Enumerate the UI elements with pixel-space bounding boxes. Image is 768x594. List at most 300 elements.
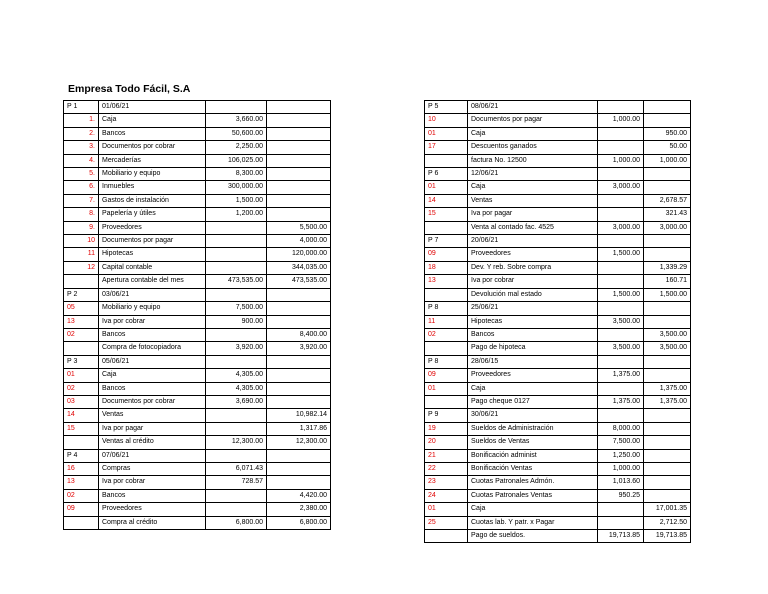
journal-row [425, 194, 691, 207]
journal-row [64, 235, 331, 248]
credit-amount [267, 208, 331, 221]
credit-amount [267, 168, 331, 181]
account-code: 03 [64, 395, 99, 408]
credit-amount: 5,500.00 [267, 221, 331, 234]
account-code: P 8 [425, 355, 468, 368]
journal-row [425, 154, 691, 167]
debit-amount [598, 328, 644, 341]
account-description: factura No. 12500 [468, 154, 598, 167]
account-description: Caja [99, 114, 206, 127]
account-code: P 2 [64, 288, 99, 301]
debit-amount [206, 449, 267, 462]
account-description: Hipotecas [468, 315, 598, 328]
debit-amount [598, 275, 644, 288]
account-description: 01/06/21 [99, 101, 206, 114]
credit-amount [644, 462, 691, 475]
debit-amount: 2,250.00 [206, 141, 267, 154]
account-code: 09 [64, 503, 99, 516]
account-code: 09 [425, 248, 468, 261]
account-code: 6. [64, 181, 99, 194]
account-code [64, 516, 99, 529]
debit-amount [598, 355, 644, 368]
account-description: Iva por cobrar [99, 476, 206, 489]
debit-amount: 3,500.00 [598, 342, 644, 355]
account-description: Documentos por cobrar [99, 395, 206, 408]
journal-row [64, 208, 331, 221]
account-description: Apertura contable del mes [99, 275, 206, 288]
account-description: Mobiliario y equipo [99, 302, 206, 315]
account-code: 09 [425, 369, 468, 382]
journal-row [425, 503, 691, 516]
credit-amount: 344,035.00 [267, 261, 331, 274]
journal-row [64, 315, 331, 328]
credit-amount: 2,678.57 [644, 194, 691, 207]
account-description: Proveedores [468, 369, 598, 382]
account-description: Bancos [468, 328, 598, 341]
journal-row [425, 489, 691, 502]
credit-amount [644, 436, 691, 449]
account-code: 02 [64, 328, 99, 341]
account-description: Mobiliario y equipo [99, 168, 206, 181]
journal-row [64, 395, 331, 408]
credit-amount [644, 489, 691, 502]
account-code: 25 [425, 516, 468, 529]
credit-amount: 3,500.00 [644, 342, 691, 355]
journal-row [64, 409, 331, 422]
account-description: Hipotecas [99, 248, 206, 261]
account-description: 28/06/15 [468, 355, 598, 368]
account-description: 03/06/21 [99, 288, 206, 301]
account-code: 9. [64, 221, 99, 234]
account-description: Iva por pagar [99, 422, 206, 435]
debit-amount: 6,071.43 [206, 462, 267, 475]
debit-amount: 1,000.00 [598, 154, 644, 167]
account-description: Inmuebles [99, 181, 206, 194]
credit-amount: 1,500.00 [644, 288, 691, 301]
debit-amount [598, 261, 644, 274]
account-code: 01 [64, 369, 99, 382]
journal-row [425, 302, 691, 315]
journal-row [64, 355, 331, 368]
debit-amount [598, 409, 644, 422]
account-description: Mercaderías [99, 154, 206, 167]
account-description: Iva por cobrar [468, 275, 598, 288]
account-code: 10 [64, 235, 99, 248]
credit-amount: 3,000.00 [644, 221, 691, 234]
account-description: 12/06/21 [468, 168, 598, 181]
account-description: 25/06/21 [468, 302, 598, 315]
journal-row [64, 489, 331, 502]
account-code: P 3 [64, 355, 99, 368]
journal-row [64, 516, 331, 529]
debit-amount: 1,013.60 [598, 476, 644, 489]
account-code [64, 436, 99, 449]
journal-row [425, 422, 691, 435]
journal-row [64, 342, 331, 355]
account-description: Devolución mal estado [468, 288, 598, 301]
debit-amount [598, 235, 644, 248]
account-code: 12 [64, 261, 99, 274]
account-description: Bancos [99, 328, 206, 341]
journal-row [64, 261, 331, 274]
account-description: Proveedores [99, 221, 206, 234]
account-description: Bancos [99, 127, 206, 140]
debit-amount: 50,600.00 [206, 127, 267, 140]
journal-row [425, 275, 691, 288]
account-description: Pago cheque 0127 [468, 395, 598, 408]
account-description: Dev. Y reb. Sobre compra [468, 261, 598, 274]
account-code: 01 [425, 382, 468, 395]
account-code: 02 [64, 489, 99, 502]
journal-row [425, 101, 691, 114]
debit-amount: 300,000.00 [206, 181, 267, 194]
journal-row [64, 328, 331, 341]
credit-amount [644, 235, 691, 248]
account-code: P 7 [425, 235, 468, 248]
debit-amount [206, 288, 267, 301]
account-description: Iva por pagar [468, 208, 598, 221]
credit-amount [267, 194, 331, 207]
account-description: Gastos de instalación [99, 194, 206, 207]
account-description: Ventas [99, 409, 206, 422]
account-code [64, 342, 99, 355]
account-code: 21 [425, 449, 468, 462]
credit-amount: 19,713.85 [644, 530, 691, 543]
debit-amount: 3,920.00 [206, 342, 267, 355]
account-code: P 8 [425, 302, 468, 315]
account-code: 13 [64, 476, 99, 489]
journal-row [64, 194, 331, 207]
account-description: Documentos por cobrar [99, 141, 206, 154]
account-description: Ventas [468, 194, 598, 207]
account-code: 14 [64, 409, 99, 422]
account-description: Pago de hipoteca [468, 342, 598, 355]
account-code [425, 221, 468, 234]
account-description: Bonificación administ [468, 449, 598, 462]
account-code: P 1 [64, 101, 99, 114]
account-code [425, 154, 468, 167]
credit-amount [644, 422, 691, 435]
journal-row [64, 154, 331, 167]
debit-amount [206, 328, 267, 341]
credit-amount [644, 101, 691, 114]
account-description: Documentos por pagar [99, 235, 206, 248]
account-description: Capital contable [99, 261, 206, 274]
journal-row [425, 342, 691, 355]
journal-row [425, 516, 691, 529]
debit-amount [598, 516, 644, 529]
credit-amount: 473,535.00 [267, 275, 331, 288]
journal-row [64, 449, 331, 462]
credit-amount [267, 462, 331, 475]
debit-amount [206, 422, 267, 435]
credit-amount [644, 302, 691, 315]
debit-amount: 3,660.00 [206, 114, 267, 127]
journal-row [64, 181, 331, 194]
account-code: 16 [64, 462, 99, 475]
account-code: 14 [425, 194, 468, 207]
debit-amount: 7,500.00 [206, 302, 267, 315]
credit-amount [267, 476, 331, 489]
debit-amount: 4,305.00 [206, 382, 267, 395]
credit-amount: 3,920.00 [267, 342, 331, 355]
journal-row [425, 382, 691, 395]
debit-amount [206, 261, 267, 274]
journal-row [64, 168, 331, 181]
credit-amount [267, 141, 331, 154]
account-description: Ventas al crédito [99, 436, 206, 449]
journal-row [425, 208, 691, 221]
journal-row [425, 395, 691, 408]
debit-amount: 3,000.00 [598, 181, 644, 194]
credit-amount [644, 409, 691, 422]
account-code: 15 [64, 422, 99, 435]
journal-row [425, 355, 691, 368]
journal-table-left [63, 100, 331, 530]
account-description: Bancos [99, 382, 206, 395]
journal-row [64, 462, 331, 475]
journal-row [425, 436, 691, 449]
debit-amount: 106,025.00 [206, 154, 267, 167]
account-code: 20 [425, 436, 468, 449]
credit-amount [644, 369, 691, 382]
journal-table-right [424, 100, 691, 543]
journal-row [425, 261, 691, 274]
account-code: 8. [64, 208, 99, 221]
debit-amount [206, 101, 267, 114]
account-code: 11 [425, 315, 468, 328]
account-description: Caja [99, 369, 206, 382]
account-code [425, 342, 468, 355]
credit-amount [267, 181, 331, 194]
credit-amount [644, 114, 691, 127]
account-description: Pago de sueldos. [468, 530, 598, 543]
debit-amount [206, 355, 267, 368]
credit-amount [267, 369, 331, 382]
account-code: 01 [425, 127, 468, 140]
debit-amount: 8,000.00 [598, 422, 644, 435]
journal-row [425, 168, 691, 181]
credit-amount [644, 168, 691, 181]
journal-row [425, 530, 691, 543]
account-description: 05/06/21 [99, 355, 206, 368]
journal-row [64, 302, 331, 315]
debit-amount: 1,375.00 [598, 369, 644, 382]
journal-row [425, 127, 691, 140]
credit-amount [644, 315, 691, 328]
account-code: P 5 [425, 101, 468, 114]
debit-amount: 12,300.00 [206, 436, 267, 449]
journal-row [425, 449, 691, 462]
account-description: Sueldos de Ventas [468, 436, 598, 449]
debit-amount [206, 489, 267, 502]
account-code [425, 288, 468, 301]
account-description: Caja [468, 181, 598, 194]
journal-row [425, 235, 691, 248]
credit-amount: 6,800.00 [267, 516, 331, 529]
debit-amount [598, 302, 644, 315]
debit-amount [598, 208, 644, 221]
debit-amount [206, 248, 267, 261]
credit-amount: 1,339.29 [644, 261, 691, 274]
credit-amount: 1,000.00 [644, 154, 691, 167]
debit-amount [598, 101, 644, 114]
account-description: 08/06/21 [468, 101, 598, 114]
account-description: Caja [468, 503, 598, 516]
credit-amount [644, 449, 691, 462]
journal-row [425, 476, 691, 489]
credit-amount [267, 315, 331, 328]
debit-amount: 1,500.00 [598, 248, 644, 261]
debit-amount: 3,000.00 [598, 221, 644, 234]
debit-amount: 1,250.00 [598, 449, 644, 462]
journal-row [425, 141, 691, 154]
debit-amount: 728.57 [206, 476, 267, 489]
debit-amount [598, 141, 644, 154]
account-description: Documentos por pagar [468, 114, 598, 127]
account-code: 13 [64, 315, 99, 328]
credit-amount [644, 355, 691, 368]
journal-row [64, 288, 331, 301]
credit-amount [644, 248, 691, 261]
debit-amount [206, 503, 267, 516]
account-code: 7. [64, 194, 99, 207]
journal-row [64, 114, 331, 127]
account-description: 30/06/21 [468, 409, 598, 422]
journal-row [425, 328, 691, 341]
account-description: Descuentos ganados [468, 141, 598, 154]
debit-amount [206, 235, 267, 248]
debit-amount [206, 221, 267, 234]
debit-amount: 473,535.00 [206, 275, 267, 288]
journal-row [425, 462, 691, 475]
credit-amount: 950.00 [644, 127, 691, 140]
account-description: Sueldos de Administración [468, 422, 598, 435]
credit-amount [644, 181, 691, 194]
credit-amount [644, 476, 691, 489]
account-code [425, 395, 468, 408]
debit-amount: 19,713.85 [598, 530, 644, 543]
credit-amount [267, 127, 331, 140]
account-code: 2. [64, 127, 99, 140]
company-title: Empresa Todo Fácil, S.A [68, 83, 191, 95]
journal-row [64, 422, 331, 435]
account-description: Caja [468, 127, 598, 140]
credit-amount [267, 355, 331, 368]
debit-amount [598, 127, 644, 140]
credit-amount [267, 154, 331, 167]
debit-amount: 8,300.00 [206, 168, 267, 181]
journal-row [425, 288, 691, 301]
account-code: 05 [64, 302, 99, 315]
credit-amount: 4,420.00 [267, 489, 331, 502]
credit-amount: 120,000.00 [267, 248, 331, 261]
credit-amount: 2,712.50 [644, 516, 691, 529]
account-code: 23 [425, 476, 468, 489]
account-code: 15 [425, 208, 468, 221]
account-description: Papelería y útiles [99, 208, 206, 221]
credit-amount [267, 449, 331, 462]
credit-amount [267, 101, 331, 114]
account-description: Compra de fotocopiadora [99, 342, 206, 355]
account-code: P 9 [425, 409, 468, 422]
account-code: 19 [425, 422, 468, 435]
account-code: 02 [64, 382, 99, 395]
credit-amount: 160.71 [644, 275, 691, 288]
account-description: Caja [468, 382, 598, 395]
account-code: P 4 [64, 449, 99, 462]
debit-amount: 7,500.00 [598, 436, 644, 449]
journal-row [64, 369, 331, 382]
account-description: Proveedores [468, 248, 598, 261]
account-code: 5. [64, 168, 99, 181]
account-description: 07/06/21 [99, 449, 206, 462]
credit-amount: 4,000.00 [267, 235, 331, 248]
account-code: 02 [425, 328, 468, 341]
debit-amount [598, 503, 644, 516]
account-code: 13 [425, 275, 468, 288]
account-description: Compras [99, 462, 206, 475]
account-description: 20/06/21 [468, 235, 598, 248]
credit-amount: 1,375.00 [644, 382, 691, 395]
account-code [425, 530, 468, 543]
journal-row [64, 503, 331, 516]
credit-amount: 50.00 [644, 141, 691, 154]
journal-row [64, 476, 331, 489]
debit-amount: 1,200.00 [206, 208, 267, 221]
journal-row [425, 315, 691, 328]
account-description: Proveedores [99, 503, 206, 516]
journal-row [64, 248, 331, 261]
debit-amount: 1,500.00 [206, 194, 267, 207]
debit-amount: 1,375.00 [598, 395, 644, 408]
debit-amount [206, 409, 267, 422]
debit-amount: 4,305.00 [206, 369, 267, 382]
credit-amount [267, 302, 331, 315]
journal-row [64, 382, 331, 395]
account-code: 18 [425, 261, 468, 274]
credit-amount: 1,317.86 [267, 422, 331, 435]
journal-row [64, 275, 331, 288]
account-code: 01 [425, 181, 468, 194]
account-code: 24 [425, 489, 468, 502]
debit-amount: 900.00 [206, 315, 267, 328]
credit-amount: 17,001.35 [644, 503, 691, 516]
credit-amount: 3,500.00 [644, 328, 691, 341]
credit-amount: 1,375.00 [644, 395, 691, 408]
journal-row [64, 221, 331, 234]
journal-row [64, 127, 331, 140]
credit-amount [267, 395, 331, 408]
account-code: 17 [425, 141, 468, 154]
debit-amount: 3,690.00 [206, 395, 267, 408]
journal-row [425, 181, 691, 194]
credit-amount: 12,300.00 [267, 436, 331, 449]
journal-row [425, 221, 691, 234]
journal-row [64, 101, 331, 114]
debit-amount: 1,500.00 [598, 288, 644, 301]
journal-row [425, 248, 691, 261]
account-description: Cuotas lab. Y patr. x Pagar [468, 516, 598, 529]
account-code: 01 [425, 503, 468, 516]
account-code [64, 275, 99, 288]
credit-amount [267, 382, 331, 395]
account-code: 4. [64, 154, 99, 167]
account-code: P 6 [425, 168, 468, 181]
credit-amount [267, 288, 331, 301]
credit-amount: 321.43 [644, 208, 691, 221]
debit-amount: 1,000.00 [598, 462, 644, 475]
